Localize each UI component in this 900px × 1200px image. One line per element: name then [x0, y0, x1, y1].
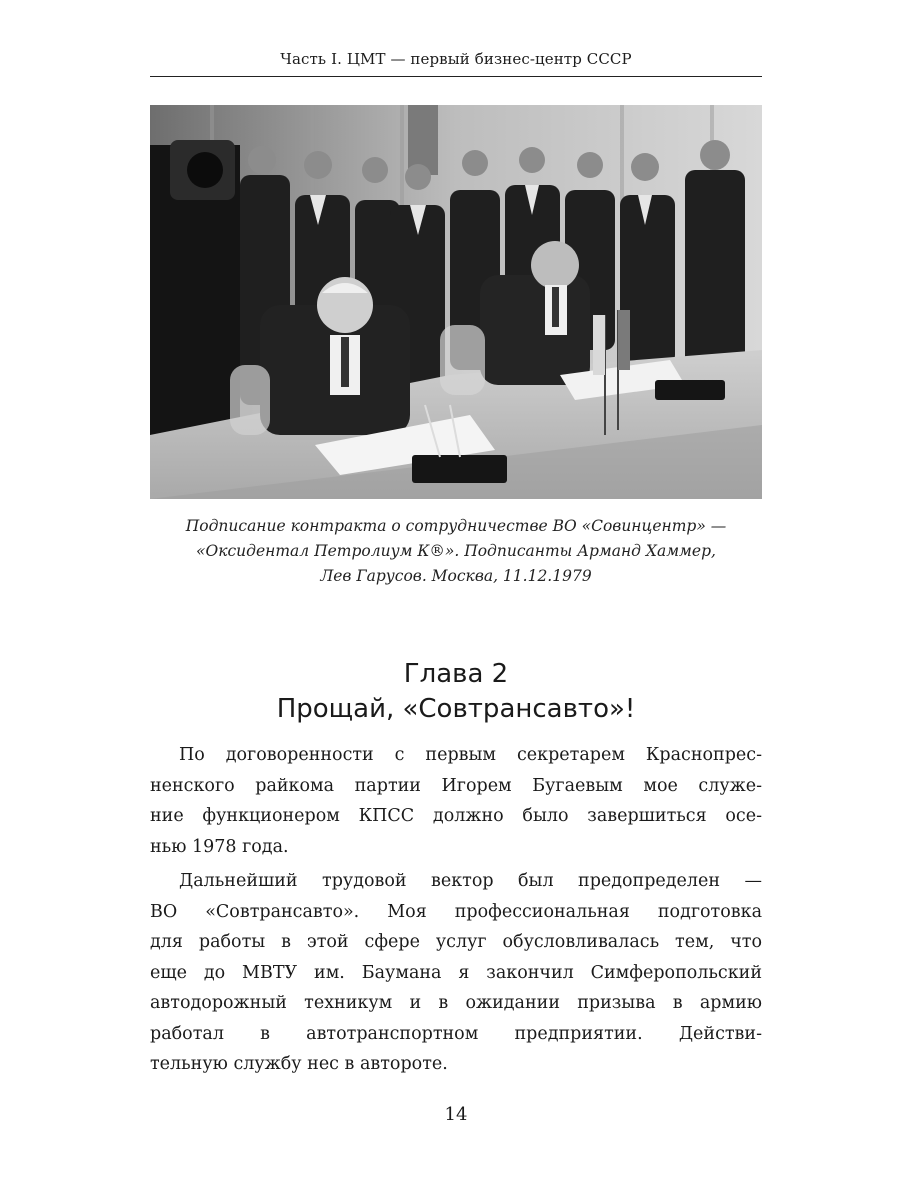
- text-line: ВО «Совтрансавто». Моя профессиональная подготовка: [150, 901, 762, 922]
- signing-ceremony-photo: [150, 105, 762, 499]
- text-line: для работы в этой сфере услуг обусловливалась тем, что: [150, 932, 762, 952]
- chapter-title: Прощай, «Совтрансавто»!: [276, 694, 636, 724]
- text-line: работал в автотранспортном предприятии. Действи-: [150, 1023, 762, 1044]
- caption-line: Лев Гарусов. Москва, 11.12.1979: [320, 567, 592, 585]
- running-head: Часть I. ЦМТ — первый бизнес-центр СССР: [280, 50, 632, 68]
- body-text: [150, 740, 762, 1080]
- chapter-number: Глава 2: [403, 659, 509, 689]
- text-line: По договоренности с первым секретарем Краснопрес-: [179, 745, 762, 765]
- caption-line: «Оксидентал Петролиум К®». Подписанты Арманд Хаммер,: [196, 542, 716, 560]
- text-line: Дальнейший трудовой вектор был предопределен —: [179, 871, 762, 891]
- text-line: автодорожный техникум и в ожидании призыва в армию: [150, 993, 762, 1013]
- text-line: ненского райкома партии Игорем Бугаевым мое служе-: [150, 775, 762, 796]
- text-line: нью 1978 года.: [150, 836, 289, 857]
- photo-caption: [150, 514, 762, 589]
- caption-line: Подписание контракта о сотрудничестве ВО «Совинцентр» —: [185, 517, 727, 535]
- chapter-heading: [150, 657, 762, 727]
- page-number: 14: [444, 1104, 468, 1125]
- text-line: еще до МВТУ им. Баумана я закончил Симферопольский: [150, 962, 762, 983]
- header-rule: [150, 76, 762, 77]
- paragraph: [150, 866, 762, 1080]
- paragraph: [150, 740, 762, 862]
- text-line: тельную службу нес в автороте.: [150, 1054, 448, 1074]
- text-line: ние функционером КПСС должно было завершиться осе-: [150, 806, 762, 826]
